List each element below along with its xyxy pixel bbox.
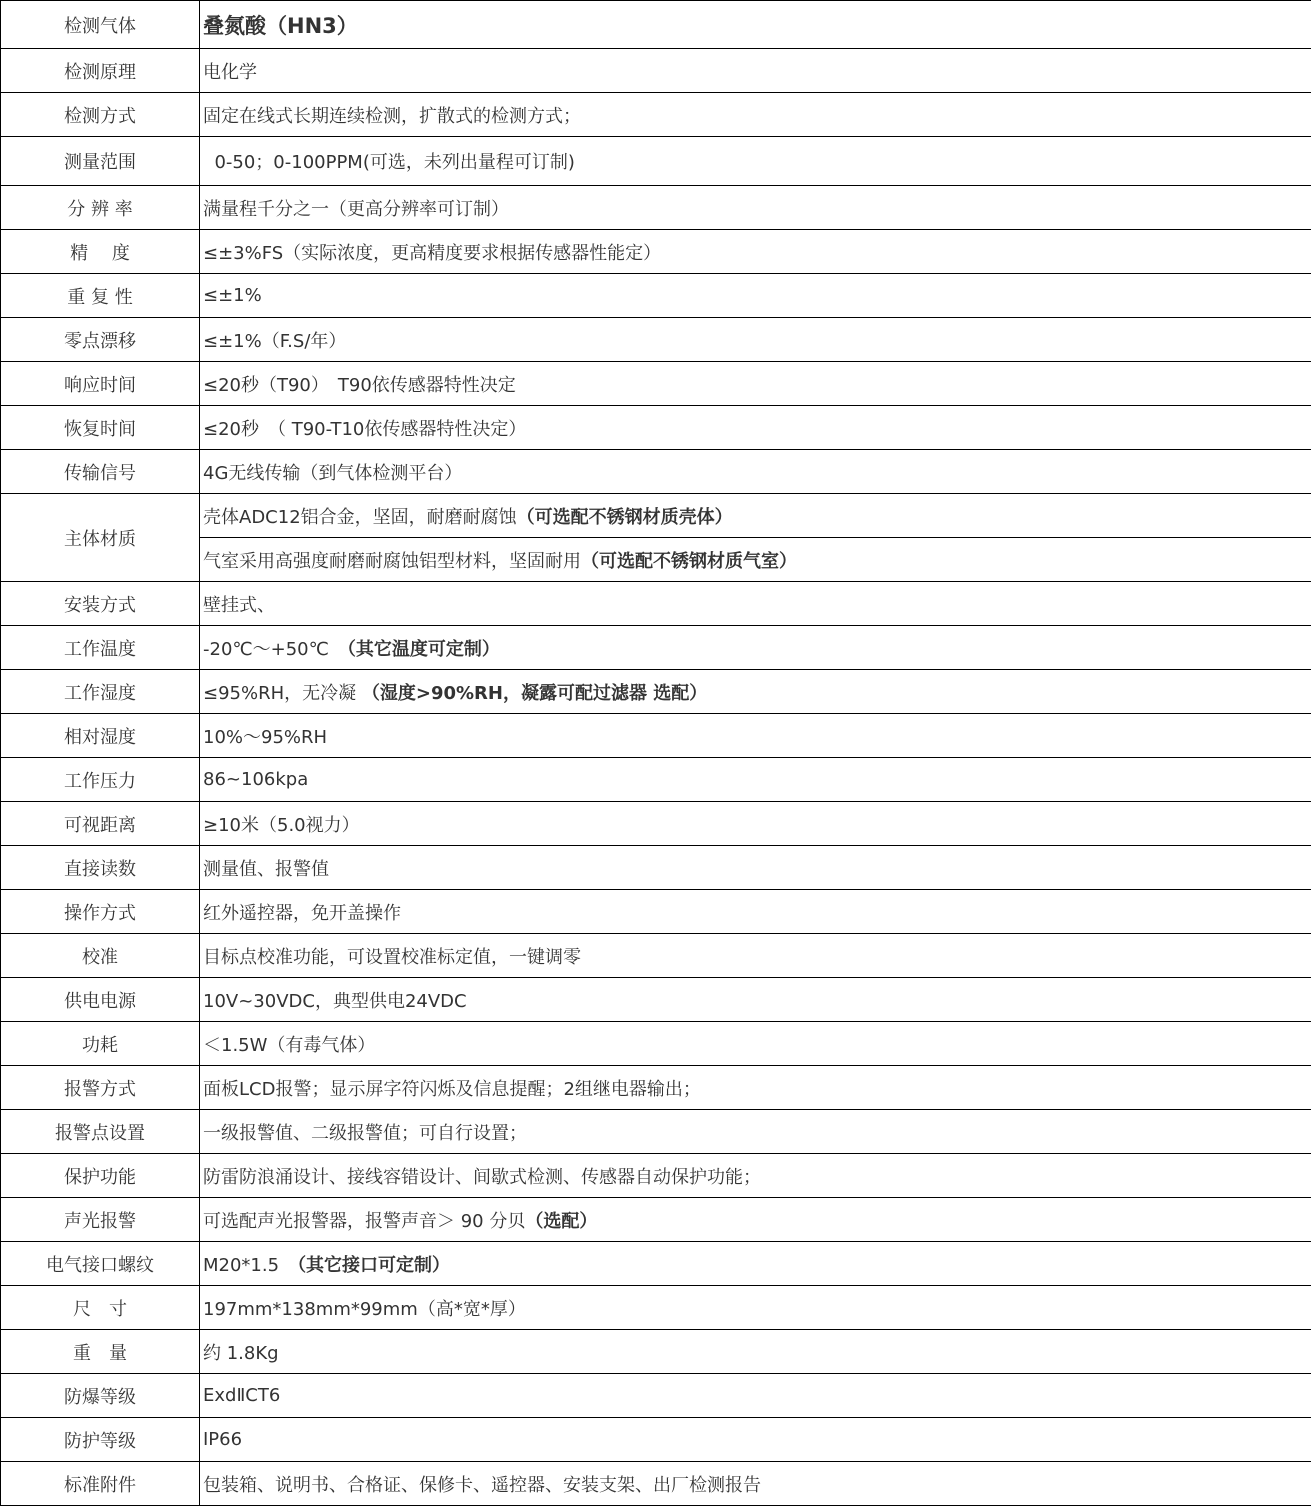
spec-label: 防护等级 — [1, 1418, 200, 1462]
spec-label: 工作湿度 — [1, 670, 200, 714]
spec-row — [1, 137, 1311, 186]
spec-label: 分 辨 率 — [1, 186, 200, 230]
spec-value-text: ExdⅡCT6 — [203, 1385, 281, 1406]
spec-value-text: 10%～95%RH — [203, 726, 328, 748]
spec-value — [200, 626, 1311, 670]
spec-row — [1, 978, 1311, 1022]
spec-row — [1, 186, 1311, 230]
spec-label: 电气接口螺纹 — [1, 1242, 200, 1286]
spec-value-text: 气室采用高强度耐磨耐腐蚀铝型材料，坚固耐用 — [203, 550, 581, 572]
spec-label: 尺 寸 — [1, 1286, 200, 1330]
spec-value-text: 约 1.8Kg — [203, 1342, 279, 1364]
spec-row — [1, 802, 1311, 846]
spec-label: 相对湿度 — [1, 714, 200, 758]
spec-value — [200, 714, 1311, 758]
spec-row — [1, 1418, 1311, 1462]
spec-value — [200, 1374, 1311, 1418]
spec-row — [1, 1, 1311, 49]
spec-label: 功耗 — [1, 1022, 200, 1066]
spec-value — [200, 406, 1311, 450]
spec-value — [200, 582, 1311, 626]
spec-row — [1, 362, 1311, 406]
spec-value — [200, 890, 1311, 934]
spec-label: 校准 — [1, 934, 200, 978]
spec-label: 响应时间 — [1, 362, 200, 406]
spec-label: 检测原理 — [1, 49, 200, 93]
spec-value-text: 防雷防浪涌设计、接线容错设计、间歇式检测、传感器自动保护功能； — [203, 1166, 761, 1188]
spec-value — [200, 318, 1311, 362]
spec-row — [1, 1198, 1311, 1242]
spec-value-text: ≤±1%（F.S/年） — [203, 330, 347, 352]
spec-label: 工作压力 — [1, 758, 200, 802]
spec-row — [1, 93, 1311, 137]
spec-row — [1, 1066, 1311, 1110]
spec-value-text: 叠氮酸（HN3） — [203, 13, 358, 38]
spec-value-text: 86~106kpa — [203, 769, 309, 790]
spec-value-text: ≤±1% — [203, 285, 262, 306]
spec-row — [1, 1110, 1311, 1154]
spec-value — [200, 137, 1311, 186]
spec-row — [1, 450, 1311, 494]
spec-value — [200, 1110, 1311, 1154]
spec-label: 可视距离 — [1, 802, 200, 846]
spec-row — [1, 494, 1311, 538]
spec-value — [200, 758, 1311, 802]
spec-value-text: IP66 — [203, 1429, 243, 1450]
spec-value-text: 包装箱、说明书、合格证、保修卡、遥控器、安装支架、出厂检测报告 — [203, 1474, 761, 1496]
spec-value-text: -20℃～+50℃ — [203, 638, 347, 660]
spec-value-text: 4G无线传输（到气体检测平台） — [203, 462, 463, 484]
spec-row — [1, 1330, 1311, 1374]
spec-value-note: （湿度>90%RH，凝露可配过滤器 选配） — [361, 682, 708, 704]
spec-row — [1, 890, 1311, 934]
spec-row — [1, 230, 1311, 274]
spec-value-text: ≥10米（5.0视力） — [203, 814, 360, 836]
spec-value — [200, 802, 1311, 846]
spec-value — [200, 230, 1311, 274]
spec-value — [200, 93, 1311, 137]
spec-value — [200, 934, 1311, 978]
spec-value — [200, 1022, 1311, 1066]
spec-row — [1, 846, 1311, 890]
spec-value-text: 满量程千分之一（更高分辨率可订制） — [203, 198, 509, 220]
spec-row — [1, 274, 1311, 318]
spec-label: 恢复时间 — [1, 406, 200, 450]
spec-value-text: 0-50；0-100PPM(可选，未列出量程可订制) — [203, 152, 575, 173]
spec-row — [1, 1022, 1311, 1066]
spec-row — [1, 1242, 1311, 1286]
spec-row — [1, 318, 1311, 362]
spec-value — [200, 450, 1311, 494]
spec-value — [200, 846, 1311, 890]
spec-value — [200, 362, 1311, 406]
spec-value-text: M20*1.5 — [203, 1254, 298, 1276]
spec-row — [1, 934, 1311, 978]
spec-value-text: 面板LCD报警；显示屏字符闪烁及信息提醒；2组继电器输出； — [203, 1078, 701, 1100]
spec-value — [200, 1198, 1311, 1242]
spec-row — [1, 758, 1311, 802]
spec-label: 供电电源 — [1, 978, 200, 1022]
spec-value-text: 10V~30VDC，典型供电24VDC — [203, 990, 467, 1012]
spec-value-text: 目标点校准功能，可设置校准标定值，一键调零 — [203, 946, 581, 968]
spec-value-text: 电化学 — [203, 61, 257, 83]
spec-value — [200, 1418, 1311, 1462]
spec-label: 主体材质 — [1, 494, 200, 582]
spec-row — [1, 49, 1311, 93]
spec-value-text: 固定在线式长期连续检测，扩散式的检测方式； — [203, 105, 581, 127]
spec-value — [200, 1242, 1311, 1286]
spec-row — [1, 1374, 1311, 1418]
spec-value-text: 197mm*138mm*99mm（高*宽*厚） — [203, 1298, 526, 1320]
spec-label: 工作温度 — [1, 626, 200, 670]
spec-row — [1, 582, 1311, 626]
spec-value-note: （可选配不锈钢材质气室） — [581, 550, 797, 572]
spec-value-text: ≤20秒（T90） T90依传感器特性决定 — [203, 374, 516, 396]
spec-value-note: （选配） — [525, 1210, 598, 1232]
spec-value — [200, 274, 1311, 318]
spec-value-text: 可选配声光报警器，报警声音＞ 90 分贝 — [203, 1210, 526, 1232]
spec-value — [200, 1, 1311, 49]
spec-value — [200, 1462, 1311, 1506]
spec-value — [200, 494, 1311, 538]
spec-label: 重 复 性 — [1, 274, 200, 318]
spec-value — [200, 978, 1311, 1022]
spec-value — [200, 538, 1311, 582]
spec-row — [1, 1286, 1311, 1330]
spec-label: 保护功能 — [1, 1154, 200, 1198]
spec-value — [200, 1066, 1311, 1110]
spec-value-text: 红外遥控器，免开盖操作 — [203, 902, 401, 924]
spec-value-note: （可选配不锈钢材质壳体） — [516, 506, 733, 528]
spec-label: 安装方式 — [1, 582, 200, 626]
spec-row — [1, 670, 1311, 714]
spec-row — [1, 406, 1311, 450]
spec-value — [200, 1154, 1311, 1198]
spec-label: 声光报警 — [1, 1198, 200, 1242]
spec-label: 报警方式 — [1, 1066, 200, 1110]
spec-label: 检测方式 — [1, 93, 200, 137]
spec-value — [200, 186, 1311, 230]
spec-value — [200, 1286, 1311, 1330]
spec-value-text: ≤20秒 （ T90-T10依传感器特性决定） — [203, 418, 527, 440]
spec-value-text: 一级报警值、二级报警值；可自行设置； — [203, 1122, 527, 1144]
spec-value-note: （其它温度可定制） — [346, 638, 500, 660]
spec-row — [1, 1462, 1311, 1506]
spec-label: 防爆等级 — [1, 1374, 200, 1418]
spec-table-body — [1, 1, 1311, 1506]
spec-value-text: ＜1.5W（有毒气体） — [203, 1034, 376, 1056]
spec-value-text: ≤±3%FS（实际浓度，更高精度要求根据传感器性能定） — [203, 242, 662, 264]
spec-value-note: （其它接口可定制） — [297, 1254, 451, 1276]
spec-row — [1, 626, 1311, 670]
spec-value-text: 壳体ADC12铝合金，坚固，耐磨耐腐蚀 — [203, 506, 517, 528]
spec-label: 传输信号 — [1, 450, 200, 494]
spec-label: 报警点设置 — [1, 1110, 200, 1154]
spec-value-text: ≤95%RH，无冷凝 — [203, 682, 362, 704]
spec-label: 重 量 — [1, 1330, 200, 1374]
spec-value — [200, 49, 1311, 93]
spec-row — [1, 714, 1311, 758]
spec-label: 测量范围 — [1, 137, 200, 186]
spec-value — [200, 670, 1311, 714]
spec-label: 操作方式 — [1, 890, 200, 934]
spec-label: 精 度 — [1, 230, 200, 274]
spec-label: 直接读数 — [1, 846, 200, 890]
spec-label: 检测气体 — [1, 1, 200, 49]
spec-value-text: 壁挂式、 — [203, 594, 275, 616]
spec-value — [200, 1330, 1311, 1374]
spec-label: 标准附件 — [1, 1462, 200, 1506]
spec-value-text: 测量值、报警值 — [203, 858, 329, 880]
spec-row — [1, 1154, 1311, 1198]
spec-label: 零点漂移 — [1, 318, 200, 362]
